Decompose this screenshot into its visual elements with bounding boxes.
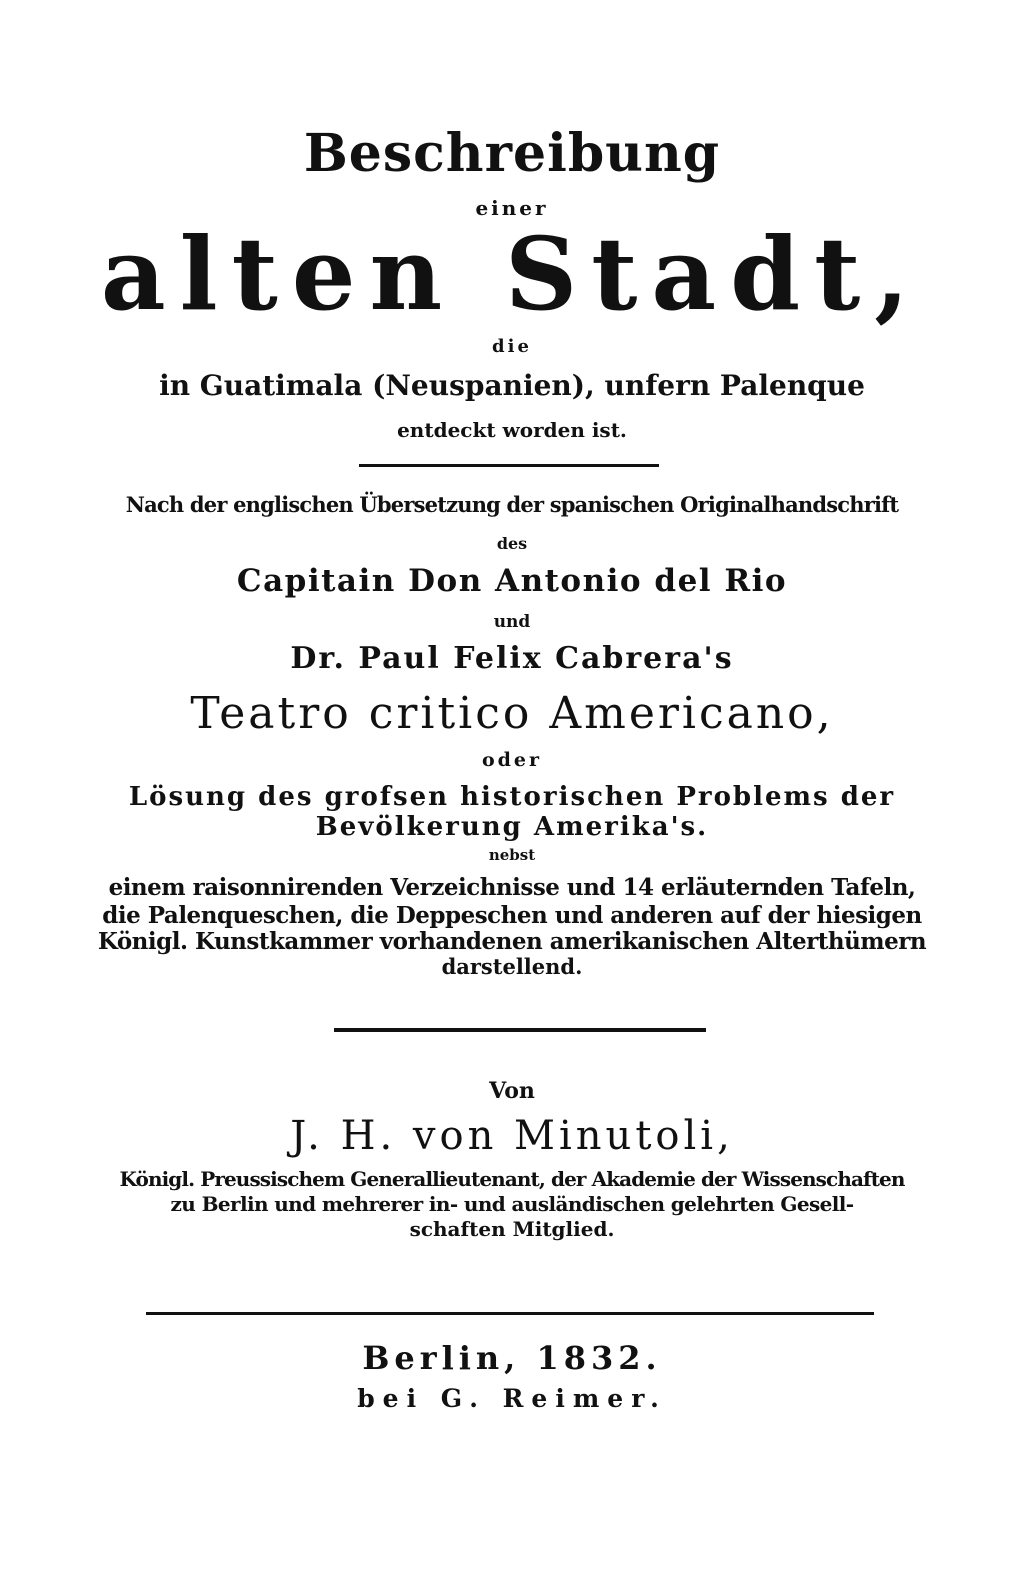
location-text: in Guatimala (Neuspanien), unfern Palenque [159,369,865,402]
place-year: Berlin, 1832. [362,1339,662,1377]
translation-note: Nach der englischen Übersetzung der spanischen Originalhandschrift [125,492,899,517]
author-cabrera: Dr. Paul Felix Cabrera's [290,641,734,676]
nebst-text: nebst [488,846,536,864]
und-text: und [493,612,531,632]
divider-middle [334,1028,706,1032]
editor-title-line-3: schaften Mitglied. [409,1217,615,1241]
discovered-text: entdeckt worden ist. [397,418,627,442]
appendix-line-2: die Palenqueschen, die Deppeschen und anderen auf der hiesigen [102,902,922,929]
teatro-title: Teatro critico Americano, [190,688,834,739]
oder-text: oder [481,749,543,771]
appendix-line-4: darstellend. [441,954,583,979]
appendix-line-1: einem raisonnirenden Verzeichnisse und 14 erläuternden Tafeln, [108,874,916,901]
von-text: Von [489,1078,535,1104]
editor-title-line-2: zu Berlin und mehrerer in- und ausländischen gelehrten Gesell- [170,1192,854,1216]
einer-text: einer [475,196,549,220]
author-rio: Capitain Don Antonio del Rio [236,563,788,599]
des-text: des [496,534,528,553]
main-title: alten Stadt, [100,215,924,333]
editor-name: J. H. von Minutoli, [290,1113,734,1159]
appendix-line-3: Königl. Kunstkammer vorhandenen amerikanischen Alterthümern [97,928,927,955]
editor-title-line-1: Königl. Preussischem Generallieutenant, der Akademie der Wissenschaften [119,1167,905,1191]
divider-top [359,464,659,467]
divider-bottom [146,1312,874,1315]
die-text: die [492,336,532,357]
publisher: bei G. Reimer. [357,1384,667,1413]
problem-line-1: Lösung des grofsen historischen Problems der [128,782,896,812]
heading: Beschreibung [303,123,721,184]
problem-line-2: Bevölkerung Amerika's. [315,812,709,842]
